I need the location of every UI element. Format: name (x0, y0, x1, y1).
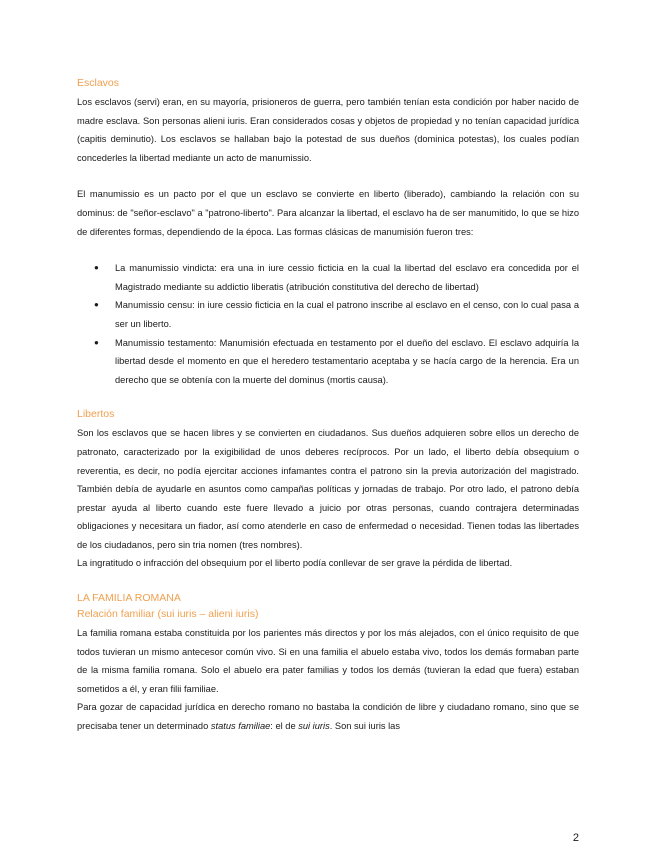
italic-term: status familiae (210, 721, 271, 732)
section-heading-familia: LA FAMILIA ROMANA (77, 592, 181, 605)
document-page (77, 76, 579, 736)
italic-term: sui iuris (298, 721, 330, 732)
section-heading-libertos: Libertos (77, 408, 115, 421)
list-item (94, 296, 579, 333)
text-run: . Son sui iuris las (329, 721, 401, 732)
list-item-text: Manumissio censu: in iure cessio ficticia en la cual el patrono inscribe al esclavo en el censo, con lo cual pasa a ser un liberto. (115, 300, 579, 329)
paragraph: La ingratitudo o infracción del obsequium por el liberto podía conllevar de ser grave la pérdida de libertad. (77, 558, 513, 569)
bullet-icon: ● (94, 300, 99, 310)
section-heading-esclavos: Esclavos (77, 77, 120, 89)
section-subheading: Relación familiar (sui iuris – alieni iuris) (77, 608, 259, 621)
text-run: : el de (270, 721, 299, 732)
list-item (94, 334, 579, 390)
page-number: 2 (572, 832, 579, 844)
list-item-text: Manumissio testamento: Manumisión efectuada en testamento por el dueño del esclavo. El esclavo adquiría la libertad desde el momento en que el heredero testamentario aceptaba y se hacía cargo de la herencia. Era un derecho que se obtenía con la muerte del dominus (mortis causa). (115, 337, 579, 385)
bullet-icon: ● (94, 337, 99, 347)
list-item (94, 259, 579, 296)
text-run: Para gozar de capacidad jurídica en derecho romano no bastaba la condición de libre y ciudadano romano, sino que se precisaba tener un determinado (77, 702, 579, 732)
list-item-text: La manumissio vindicta: era una in iure cessio ficticia en la cual la libertad del esclavo era concedida por el Magistrado mediante su addictio liberatis (atribución constitutiva del derecho de libertad) (115, 263, 579, 292)
paragraph: El manumissio es un pacto por el que un esclavo se convierte en liberto (liberado), cambiando la relación con su dominus: de "señor-esclavo" a "patrono-liberto". Para alcanzar la libertad, el esclavo ha de ser manumitido, lo que se hizo de diferentes formas, dependiendo de la época. Las formas clásicas de manumisión fueron tres: (77, 189, 579, 237)
paragraph (77, 698, 579, 735)
bullet-list (77, 259, 579, 389)
paragraph: Los esclavos (servi) eran, en su mayoría, prisioneros de guerra, pero también tenían esta condición por haber nacido de madre esclava. Son personas alieni iuris. Eran considerados cosas y objetos de propiedad y no tenían capacidad jurídica (capitis deminutio). Los esclavos se hallaban bajo la potestad de sus dueños (dominica potestas), los cuales podían concederles la libertad mediante un acto de manumissio. (77, 97, 579, 163)
bullet-icon: ● (94, 263, 99, 273)
paragraph: Son los esclavos que se hacen libres y se convierten en ciudadanos. Sus dueños adquieren sobre ellos un derecho de patronato, caracterizado por la exigibilidad de unos deberes recíprocos. Por un lado, el liberto debía obsequium o reverentia, es decir, no podía ejercitar acciones infamantes contra el patrono sin la previa autorización del magistrado. También debía de ayudarle en asuntos como campañas políticas y jornadas de trabajo. Por otro lado, el patrono debía prestar ayuda al liberto cuando este fuere llevado a juicio por otras personas, cuando contrajera determinadas obligaciones y necesitara un fiador, así como atenderle en caso de enfermedad o necesidad. Tienen todas las libertades de los ciudadanos, pero sin tria nomen (tres nombres). (77, 428, 579, 550)
paragraph: La familia romana estaba constituida por los parientes más directos y por los más alejados, con el único requisito de que todos tuvieran un mismo antecesor común vivo. Si en una familia el abuelo estaba vivo, todos los demás formaban parte de la misma familia romana. Solo el abuelo era pater familias y todos los demás (tuvieran la edad que fuera) estaban sometidos a él, y eran filii familiae. (77, 628, 579, 694)
